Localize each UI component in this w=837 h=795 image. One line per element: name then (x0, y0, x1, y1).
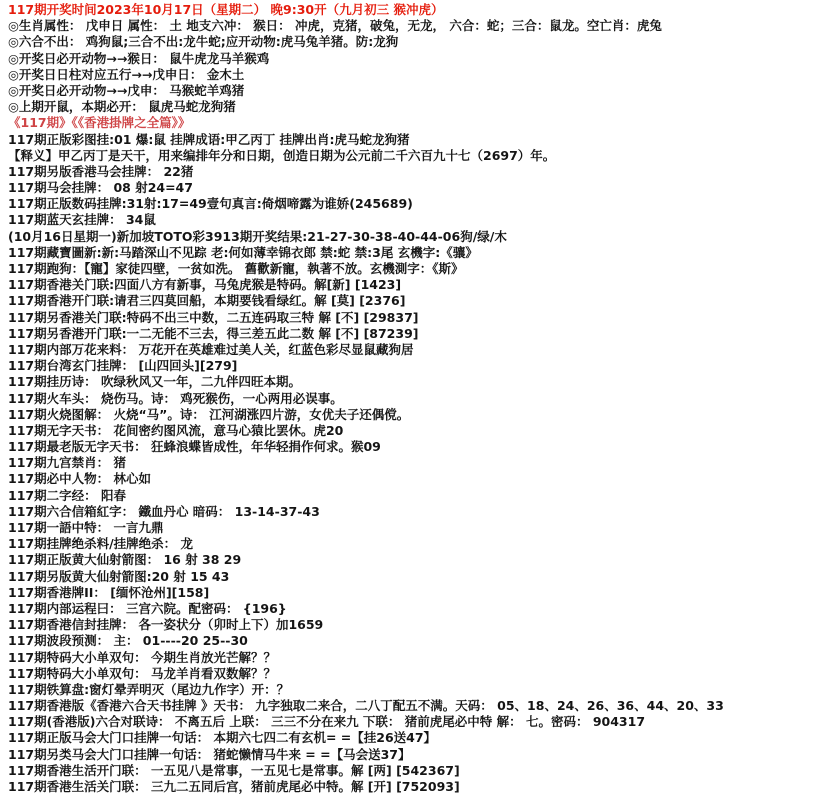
doc-line: 117期香港信封挂牌： 各一姿状分（卯时上下）加1659 (8, 617, 324, 633)
doc-line: 117期波段预测： 主： 01----20 25--30 (8, 633, 248, 649)
doc-line: 117期最老版无字天书： 狂蜂浪蝶皆成性，年华轻捐作何求。猴09 (8, 439, 381, 455)
doc-line: 117期挂历诗： 吹绿秋风又一年，二九伴四旺本期。 (8, 374, 301, 390)
doc-line: 117期蓝天玄挂牌： 34鼠 (8, 212, 156, 228)
doc-line: 117期另香港开门联:一二无能不三去，得三差五此二数 解 [不] [87239] (8, 325, 419, 341)
doc-line: 117期二字经： 阳春 (8, 487, 126, 503)
doc-line: 117期藏寶圖新:新:马踏深山不见踪 老:何如薄幸锦衣郎 禁:蛇 禁:3尾 玄機字:《骧》 (8, 244, 478, 260)
doc-line: 《117期》《《香港掛牌之全篇》》 (8, 115, 191, 131)
doc-line: 117期跑狗：【寵】家徒四壁，一贫如洗。 舊歡新寵，執著不放。玄機測字：《斯》 (8, 261, 464, 276)
doc-line: ◎六合不出： 鸡狗鼠;三合不出:龙牛蛇;应开动物:虎马兔羊猪。防:龙狗 (8, 34, 399, 50)
doc-line: 117期正版彩图挂:01 爆:鼠 挂牌成语:甲乙丙丁 挂牌出肖:虎马蛇龙狗猪 (8, 131, 410, 147)
doc-line: 117期正版数码挂牌:31射:17=49壹句真言:倚烟啼露为谁娇(245689) (8, 196, 413, 212)
doc-line: 117期正版黄大仙射箭图： 16 射 38 29 (8, 552, 242, 568)
doc-line: 117期另类马会大门口挂牌一句话： 猪蛇懒情马牛来 = =【马会送37】 (8, 746, 411, 762)
doc-line: ◎开奖日必开动物→→戊申： 马猴蛇羊鸡猪 (8, 82, 245, 98)
doc-line: 【释义】甲乙丙丁是天干，用来编排年分和日期，创造日期为公元前二千六百九十七（2697）年。 (8, 147, 556, 163)
doc-line: 117期九宫禁肖： 猪 (8, 455, 126, 471)
doc-line: ◎生肖属性： 戊申日 属性： 土 地支六冲： 猴日： 冲虎，克猪，破兔，无龙， 六合：蛇；三合：鼠龙。空亡肖：虎兔 (8, 18, 662, 34)
doc-line: 117期香港生活开门联： 一五见八是常事，一五见七是常事。解 [两] [542367] (8, 762, 460, 778)
doc-line: 117期内部万花来料： 万花开在英雄难过美人关，红蓝色彩尽显鼠藏狗居 (8, 341, 414, 357)
doc-line: 117期火烧图解： 火烧“马”。诗： 江河湖涨四片游，女优夫子还偶傥。 (8, 406, 410, 422)
doc-line: 117期特码大小单双句： 今期生肖放光芒解？？ (8, 649, 276, 665)
doc-line: 117期铁算盘:窗灯晕弄明灭（尾边九作字）开：？ (8, 681, 290, 697)
doc-line: 117期香港牌II： [缅怀沧州][158] (8, 584, 210, 600)
doc-line: 117期马会挂牌： 08 射24=47 (8, 180, 193, 196)
doc-line: ◎开奖日必开动物→→猴日： 鼠牛虎龙马羊猴鸡 (8, 50, 270, 66)
doc-line: 117期开奖时间2023年10月17日（星期二） 晚9:30开（九月初三 猴冲虎） (8, 2, 444, 17)
doc-line: 117期香港版《香港六合天书挂牌 》天书： 九字独取二来合，二八丁配五不满。天码： 05、18、24、26、36、44、20、33 (8, 698, 724, 714)
doc-line: 117期特码大小单双句： 马龙羊肖看双数解？？ (8, 665, 276, 681)
doc-line: 117期六合信箱紅字： 鐵血丹心 暗码： 13-14-37-43 (8, 503, 320, 519)
doc-line: 117期香港关门联:四面八方有新事，马兔虎猴是特码。解[新] [1423] (8, 277, 402, 293)
doc-line: (10月16日星期一)新加坡TOTO彩3913期开奖结果:21-27-30-38-40-44-06狗/绿/木 (8, 228, 507, 244)
doc-line: 117期内部运程曰： 三宫六院。配密码： {196} (8, 600, 287, 616)
doc-line: 117期(香港版)六合对联诗： 不离五后 上联： 三三不分在来九 下联： 猪前虎尾必中特 解： 七。密码： 904317 (8, 714, 646, 730)
doc-line: 117期另香港关门联:特码不出三中数，二五连码取三特 解 [不] [29837] (8, 309, 419, 325)
doc-line: ◎开奖日日柱对应五行→→戊申日： 金木土 (8, 66, 245, 82)
doc-line: 117期挂牌绝杀料/挂牌绝杀： 龙 (8, 536, 194, 552)
doc-line: 117期另版黄大仙射箭图:20 射 15 43 (8, 568, 230, 584)
doc-line: 117期香港生活关门联： 三九二五同后宫，猪前虎尾必中特。解 [开] [752093] (8, 779, 460, 794)
doc-line: 117期台湾玄门挂牌： [山四回头][279] (8, 358, 238, 374)
doc-line: 117期无字天书： 花间密约图风流，意马心猿比罢休。虎20 (8, 422, 344, 438)
doc-line: ◎上期开鼠，本期必开： 鼠虎马蛇龙狗猪 (8, 99, 236, 115)
doc-line: 117期必中人物： 林心如 (8, 471, 151, 487)
doc-line: 117期一語中特： 一言九鼎 (8, 520, 164, 535)
doc-line: 117期正版马会大门口挂牌一句话： 本期六七四二有玄机= =【挂26送47】 (8, 730, 437, 746)
doc-line: 117期火车头： 烧伤马。诗： 鸡死猴伤，一心两用必误事。 (8, 390, 343, 406)
doc-line: 117期香港开门联:请君三四莫回船，本期要钱看绿红。解 [莫] [2376] (8, 293, 406, 309)
doc-line: 117期另版香港马会挂牌： 22猪 (8, 163, 194, 179)
